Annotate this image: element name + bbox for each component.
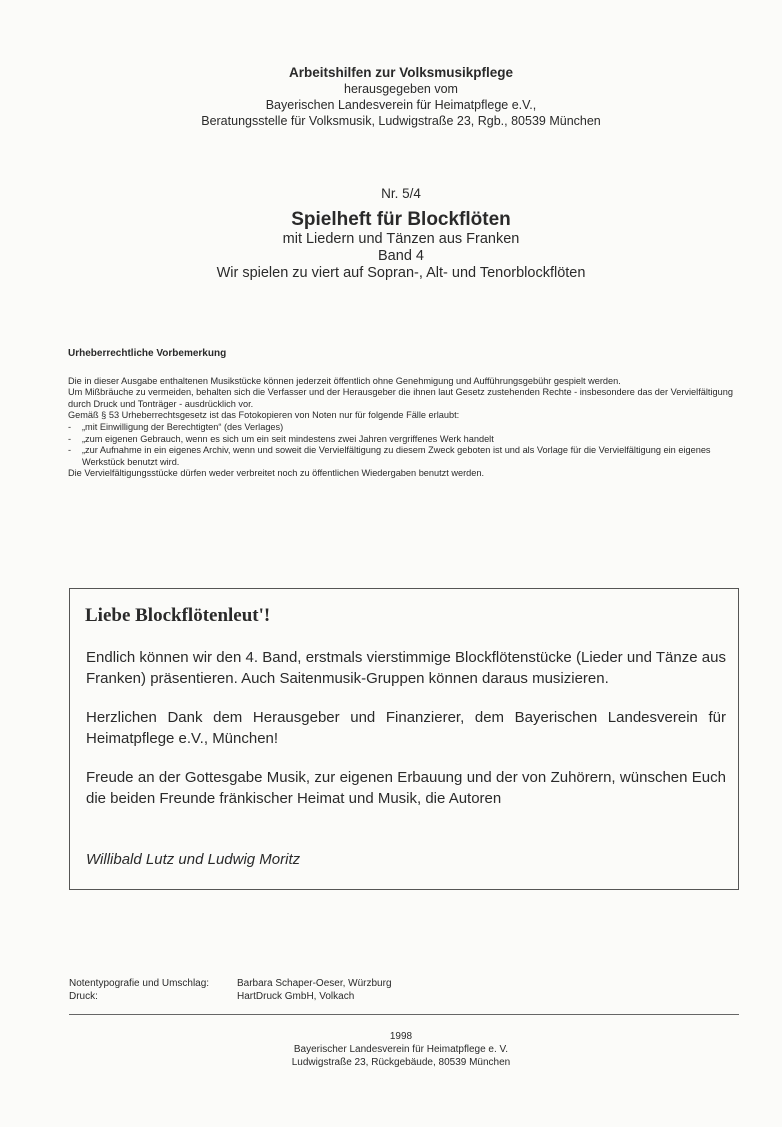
credit-value: HartDruck GmbH, Volkach — [237, 991, 355, 1002]
credit-label: Notentypografie und Umschlag: — [69, 978, 210, 989]
series-title: Arbeitshilfen zur Volksmusikpflege — [288, 65, 514, 80]
copyright-heading: Urheberrechtliche Vorbemerkung — [68, 348, 227, 359]
imprint-publisher: Bayerischer Landesverein für Heimatpflege e. V. — [293, 1044, 509, 1055]
copyright-bullet — [68, 434, 748, 446]
copyright-bullet — [68, 445, 748, 468]
preface-signature: Willibald Lutz und Ludwig Moritz — [86, 851, 301, 868]
credit-label: Druck: — [69, 991, 98, 1002]
imprint-footer — [0, 1030, 782, 1069]
bullet-text: „zur Aufnahme in ein eigenes Archiv, wenn und soweit die Vervielfältigung zu diesem Zweck geboten ist und als Vorlage für die Vervielfältigung ein eigenes Werkstück benutzt wird. — [82, 445, 711, 467]
credits — [69, 977, 392, 1003]
footer-divider — [69, 1014, 739, 1015]
publisher-line-2: Bayerischen Landesverein für Heimatpflege e.V., — [265, 98, 537, 112]
copyright-paragraph-2: Um Mißbräuche zu vermeiden, behalten sich die Verfasser und der Herausgeber die ihnen laut Gesetz zustehenden Rechte - insbesondere das der Vervielfältigung durch Druck und Tonträger - ausdrücklich vor. — [68, 387, 733, 409]
bullet-text: „zum eigenen Gebrauch, wenn es sich um ein seit mindestens zwei Jahren vergriffenes Werk handelt — [82, 433, 494, 444]
copyright-paragraph-3: Gemäß § 53 Urheberrechtsgesetz ist das Fotokopieren von Noten nur für folgende Fälle erlaubt: — [68, 410, 460, 421]
booklet-band: Band 4 — [378, 248, 424, 264]
publisher-header — [0, 64, 782, 129]
bullet-dash: - — [68, 445, 72, 456]
preface-box — [69, 588, 739, 890]
credit-row-print — [69, 990, 392, 1003]
preface-greeting: Liebe Blockflötenleut'! — [85, 605, 271, 626]
publisher-line-1: herausgegeben vom — [344, 82, 458, 96]
bullet-text: „mit Einwilligung der Berechtigten“ (des Verlages) — [82, 421, 284, 432]
credit-value: Barbara Schaper-Oeser, Würzburg — [237, 978, 392, 989]
booklet-tagline: Wir spielen zu viert auf Sopran-, Alt- und Tenorblockflöten — [216, 265, 586, 281]
copyright-paragraph-1: Die in dieser Ausgabe enthaltenen Musikstücke können jederzeit öffentlich ohne Genehmigung und Aufführungsgebühr gespielt werden. — [68, 375, 621, 386]
bullet-dash: - — [68, 433, 72, 444]
credit-row-typography — [69, 977, 392, 990]
imprint-address: Ludwigstraße 23, Rückgebäude, 80539 München — [291, 1057, 511, 1068]
title-block — [0, 185, 782, 282]
copyright-paragraph-4: Die Vervielfältigungsstücke dürfen weder verbreitet noch zu öffentlichen Wiedergaben benutzt werden. — [68, 468, 485, 479]
booklet-subtitle: mit Liedern und Tänzen aus Franken — [282, 231, 520, 247]
publisher-line-3: Beratungsstelle für Volksmusik, Ludwigstraße 23, Rgb., 80539 München — [201, 114, 601, 128]
preface-paragraph-1: Endlich können wir den 4. Band, erstmals vierstimmige Blockflötenstücke (Lieder und Tänze aus Franken) präsentieren. Auch Saitenmusik-Gruppen können daraus musizieren. — [86, 649, 726, 687]
copyright-bullet — [68, 422, 748, 434]
preface-paragraph-3: Freude an der Gottesgabe Musik, zur eigenen Erbauung und der von Zuhörern, wünschen Euch die beiden Freunde fränkischer Heimat und Musik, die Autoren — [86, 769, 726, 807]
issue-number: Nr. 5/4 — [381, 186, 421, 201]
bullet-dash: - — [68, 421, 72, 432]
booklet-title: Spielheft für Blockflöten — [291, 209, 511, 230]
copyright-notice — [68, 348, 748, 480]
imprint-year: 1998 — [389, 1031, 413, 1042]
preface-paragraph-2: Herzlichen Dank dem Herausgeber und Finanzierer, dem Bayerischen Landesverein für Heimatpflege e.V., München! — [86, 709, 726, 747]
